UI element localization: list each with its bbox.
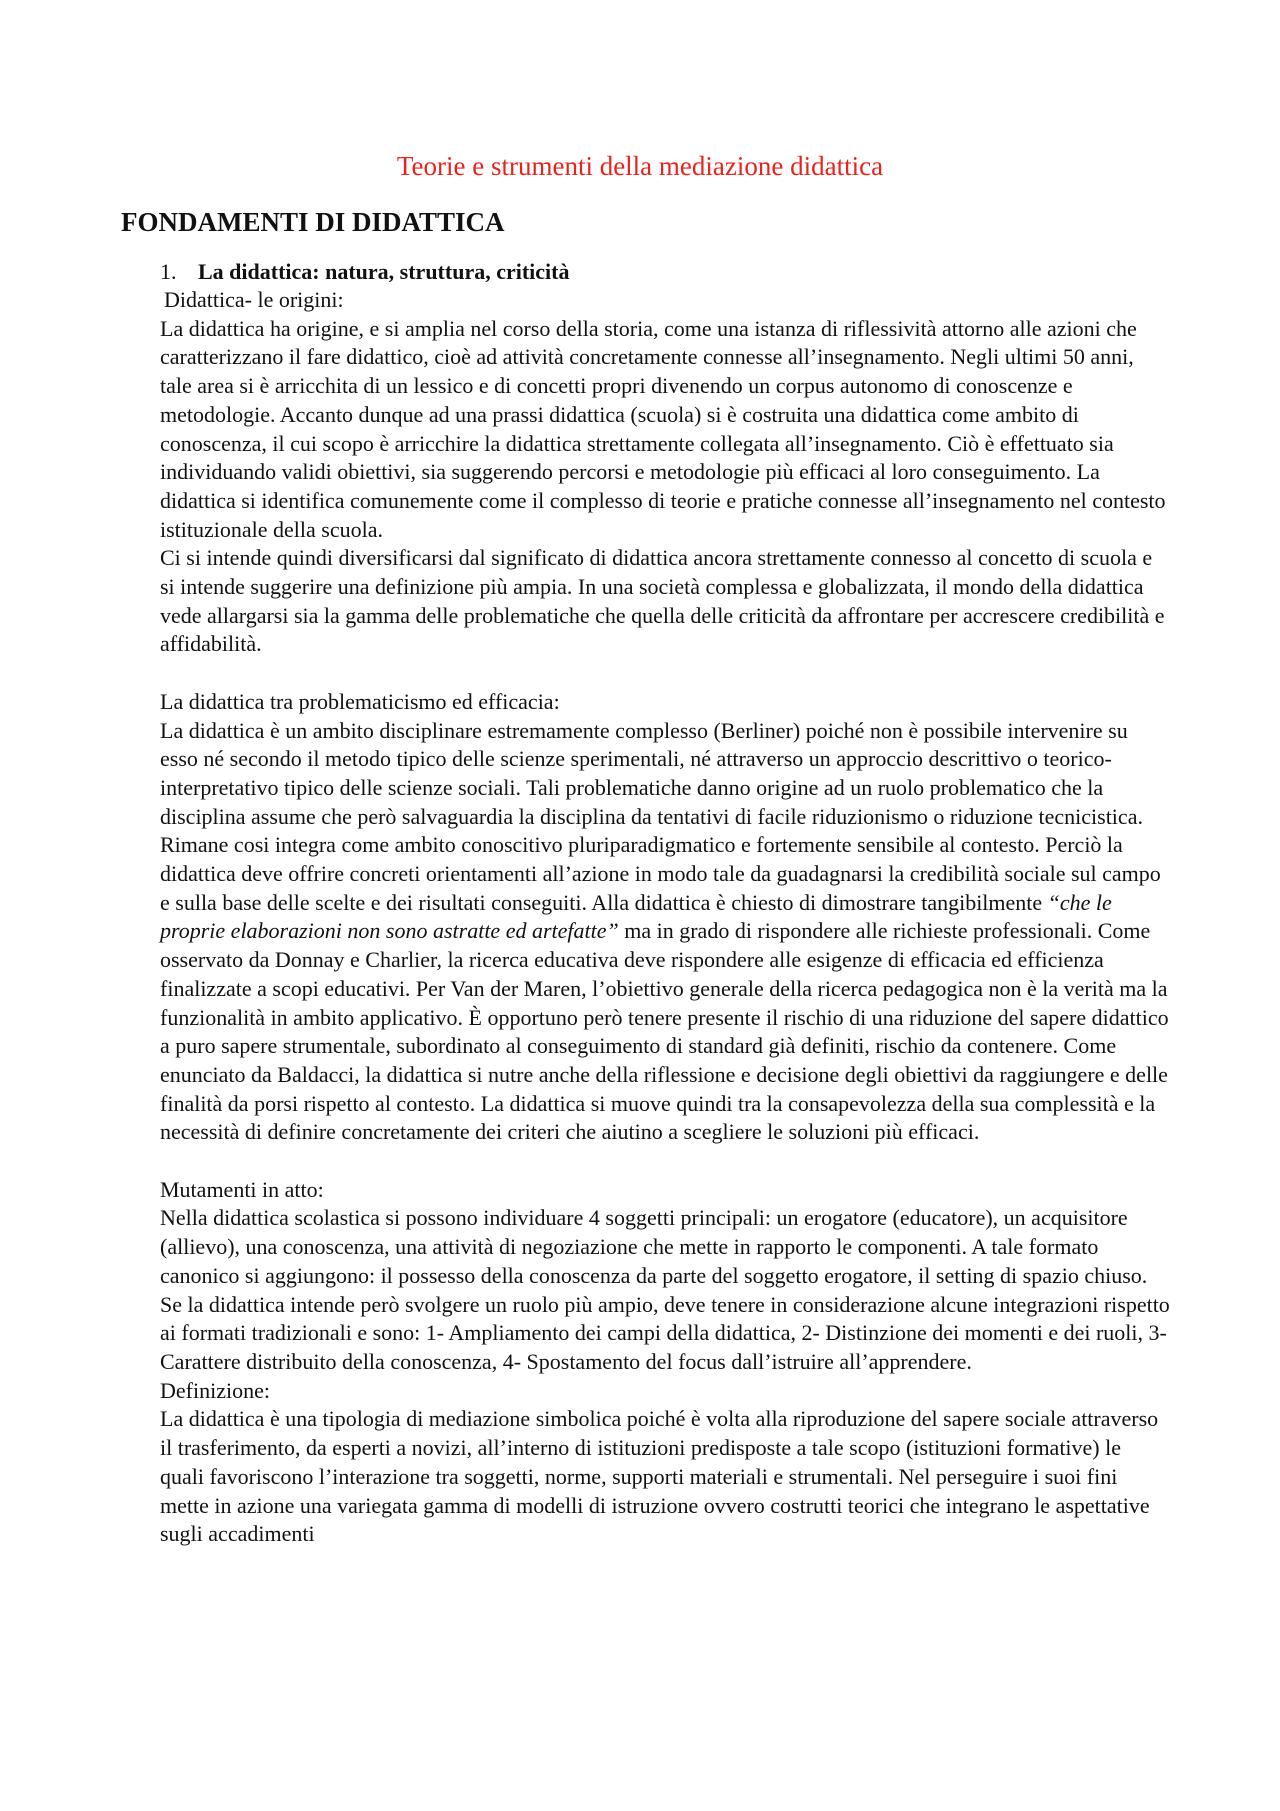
origins-paragraph-1: La didattica ha origine, e si amplia nel corso della storia, come una istanza di riflessività attorno alle azioni che caratterizzano il fare didattico, cioè ad attività concretamente connesse all’insegnamento. Negli ultimi 50 anni, tale area si è arricchita di un lessico e di concetti propri divenendo un corpus autonomo di conoscenze e metodologie. Accanto dunque ad una prassi didattica (scuola) si è costruita una didattica come ambito di conoscenza, il cui scopo è arricchire la didattica strettamente collegata all’insegnamento. Ciò è effettuato sia individuando validi obiettivi, sia suggerendo percorsi e metodologie più efficaci al loro conseguimento. La didattica si identifica comunemente come il complesso di teorie e pratiche connesse all’insegnamento nel contesto istituzionale della scuola.	[160, 315, 1166, 542]
origins-heading: Didattica- le origini:	[164, 287, 344, 312]
origins-paragraph-2: Ci si intende quindi diversificarsi dal significato di didattica ancora strettamente connesso al concetto di scuola e si intende suggerire una definizione più ampia. In una società complessa e globalizzata, il mondo della didattica vede allargarsi sia la gamma delle problematiche che quella delle criticità da affrontare per accrescere credibilità e affidabilità.	[160, 545, 1165, 657]
problem-paragraph	[160, 717, 1170, 1148]
spacer	[160, 659, 1170, 688]
definition-paragraph: La didattica è una tipologia di mediazione simbolica poiché è volta alla riproduzione del sapere sociale attraverso il trasferimento, da esperti a novizi, all’interno di istituzioni predisposte a tale scopo (istituzioni formative) le quali favoriscono l’interazione tra soggetti, norme, supporti materiali e strumentali. Nel perseguire i suoi fini mette in azione una variegata gamma di modelli di istruzione ovvero costrutti teorici che integrano le aspettative sugli accadimenti	[160, 1406, 1159, 1547]
problem-text-before-quote: La didattica è un ambito disciplinare estremamente complesso (Berliner) poiché non è possibile intervenire su esso né secondo il metodo tipico delle scienze sperimentali, né attraverso un approccio descrittivo o teorico-interpretativo tipico delle scienze sociali. Tali problematiche danno origine ad un ruolo problematico che la disciplina assume che però salvaguardia la disciplina da tentativi di facile riduzionismo o riduzione tecnicistica. Rimane cosi integra come ambito conoscitivo pluriparadigmatico e fortemente sensibile al contesto. Perciò la didattica deve offrire concreti orientamenti all’azione in modo tale da guadagnarsi la credibilità sociale sul campo e sulla base delle scelte e dei risultati conseguiti. Alla didattica è chiesto di dimostrare tangibilmente	[160, 717, 1161, 915]
subsection-heading	[160, 258, 570, 286]
changes-heading: Mutamenti in atto:	[160, 1176, 324, 1202]
definition-heading: Definizione:	[160, 1377, 270, 1403]
document-body	[160, 286, 1170, 1549]
subsection-label: La didattica: natura, struttura, criticità	[198, 259, 570, 284]
problem-quote: “che le proprie elaborazioni non sono astratte ed artefatte”	[160, 889, 1112, 944]
document-title: Teorie e strumenti della mediazione didattica	[396, 151, 884, 181]
section-heading: FONDAMENTI DI DIDATTICA	[121, 207, 505, 237]
spacer	[160, 1147, 1170, 1176]
subsection-number: 1.	[160, 259, 177, 284]
changes-paragraph: Nella didattica scolastica si possono individuare 4 soggetti principali: un erogatore (educatore), un acquisitore (allievo), una conoscenza, una attività di negoziazione che mette in rapporto le componenti. A tale formato canonico si aggiungono: il possesso della conoscenza da parte del soggetto erogatore, il setting di spazio chiuso. Se la didattica intende però svolgere un ruolo più ampio, deve tenere in considerazione alcune integrazioni rispetto ai formati tradizionali e sono: 1- Ampliamento dei campi della didattica, 2- Distinzione dei momenti e dei ruoli, 3- Carattere distribuito della conoscenza, 4- Spostamento del focus dall’istruire all’apprendere.	[160, 1205, 1170, 1374]
problem-text-after-quote: ma in grado di rispondere alle richieste professionali. Come osservato da Donnay e Charlier, la ricerca educativa deve rispondere alle esigenze di efficacia ed efficienza finalizzate a scopi educativi. Per Van der Maren, l’obiettivo generale della ricerca pedagogica non è la verità ma la funzionalità in ambito applicativo. È opportuno però tenere presente il rischio di una riduzione del sapere didattico a puro sapere strumentale, subordinato al conseguimento di standard già definiti, rischio da contenere. Come enunciato da Baldacci, la didattica si nutre anche della riflessione e decisione degli obiettivi da raggiungere e delle finalità da porsi rispetto al contesto. La didattica si muove quindi tra la consapevolezza della sua complessità e la necessità di definire concretamente dei criteri che aiutino a scegliere le soluzioni più efficaci.	[160, 918, 1169, 1145]
problem-heading: La didattica tra problematicismo ed efficacia:	[160, 688, 560, 714]
